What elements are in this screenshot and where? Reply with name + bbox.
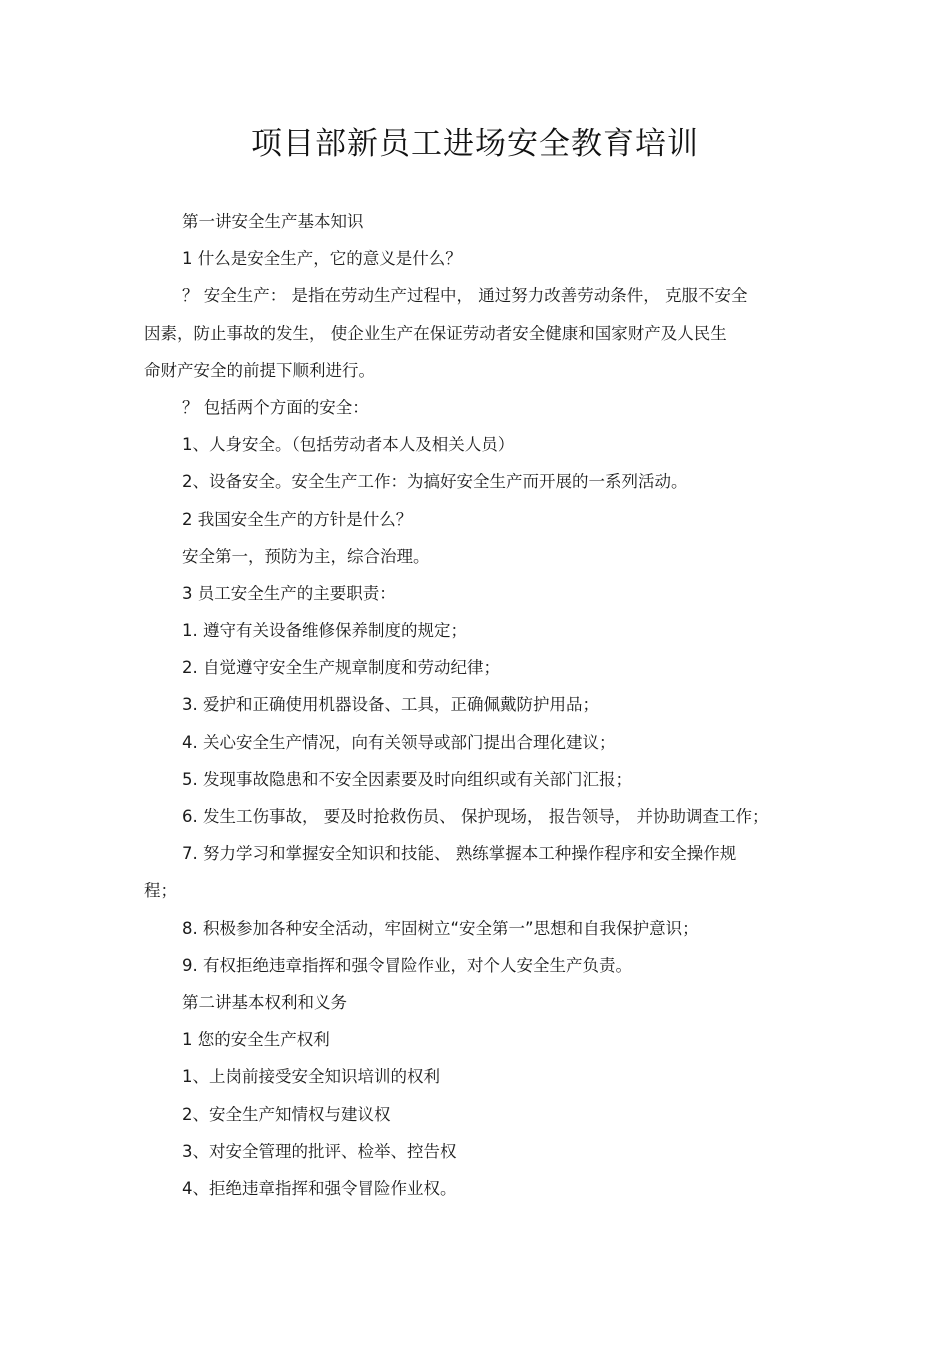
text-line: 8. 积极参加各种安全活动，牢固树立“安全第一”思想和自我保护意识； [182, 918, 699, 938]
text-line: 命财产安全的前提下顺利进行。 [144, 360, 375, 380]
text-line: 3. 爱护和正确使用机器设备、工具，正确佩戴防护用品； [182, 695, 599, 715]
text-line: 2 我国安全生产的方针是什么？ [182, 509, 413, 529]
text-line: 1、上岗前接受安全知识培训的权利 [182, 1067, 440, 1087]
text-line: 1. 遵守有关设备维修保养制度的规定； [182, 621, 467, 641]
document-body [144, 203, 806, 1207]
text-line: 3、对安全管理的批评、检举、控告权 [182, 1141, 457, 1161]
document-title: 项目部新员工进场安全教育培训 [251, 126, 699, 162]
text-line: 1 您的安全生产权利 [182, 1030, 330, 1050]
text-line: 9. 有权拒绝违章指挥和强令冒险作业，对个人安全生产负责。 [182, 955, 632, 975]
text-line: 2、安全生产知情权与建议权 [182, 1104, 391, 1124]
text-line: 安全第一，预防为主，综合治理。 [182, 546, 430, 566]
text-line: ？ 包括两个方面的安全： [182, 397, 369, 417]
text-line: 6. 发生工伤事故， 要及时抢救伤员、 保护现场， 报告领导， 并协助调查工作； [182, 807, 769, 826]
text-line: 第一讲安全生产基本知识 [182, 212, 364, 231]
text-line: 第二讲基本权利和义务 [182, 992, 347, 1012]
text-line: 2. 自觉遵守安全生产规章制度和劳动纪律； [182, 658, 500, 678]
text-line: ？ 安全生产： 是指在劳动生产过程中， 通过努力改善劳动条件， 克服不安全 [182, 286, 748, 306]
text-line: 4、拒绝违章指挥和强令冒险作业权。 [182, 1178, 457, 1198]
text-line: 1、人身安全。（包括劳动者本人及相关人员） [182, 435, 515, 455]
text-line: 2、设备安全。安全生产工作：为搞好安全生产而开展的一系列活动。 [182, 472, 688, 492]
text-line: 程； [144, 881, 177, 901]
text-line: 7. 努力学习和掌握安全知识和技能、 熟练掌握本工种操作程序和安全操作规 [182, 844, 737, 864]
text-line: 3 员工安全生产的主要职责： [182, 583, 396, 603]
text-line: 1 什么是安全生产，它的意义是什么？ [182, 249, 462, 269]
text-line: 5. 发现事故隐患和不安全因素要及时向组织或有关部门汇报； [182, 769, 632, 789]
text-line: 4. 关心安全生产情况，向有关领导或部门提出合理化建议； [182, 732, 616, 752]
text-line: 因素，防止事故的发生， 使企业生产在保证劳动者安全健康和国家财产及人民生 [144, 323, 727, 343]
